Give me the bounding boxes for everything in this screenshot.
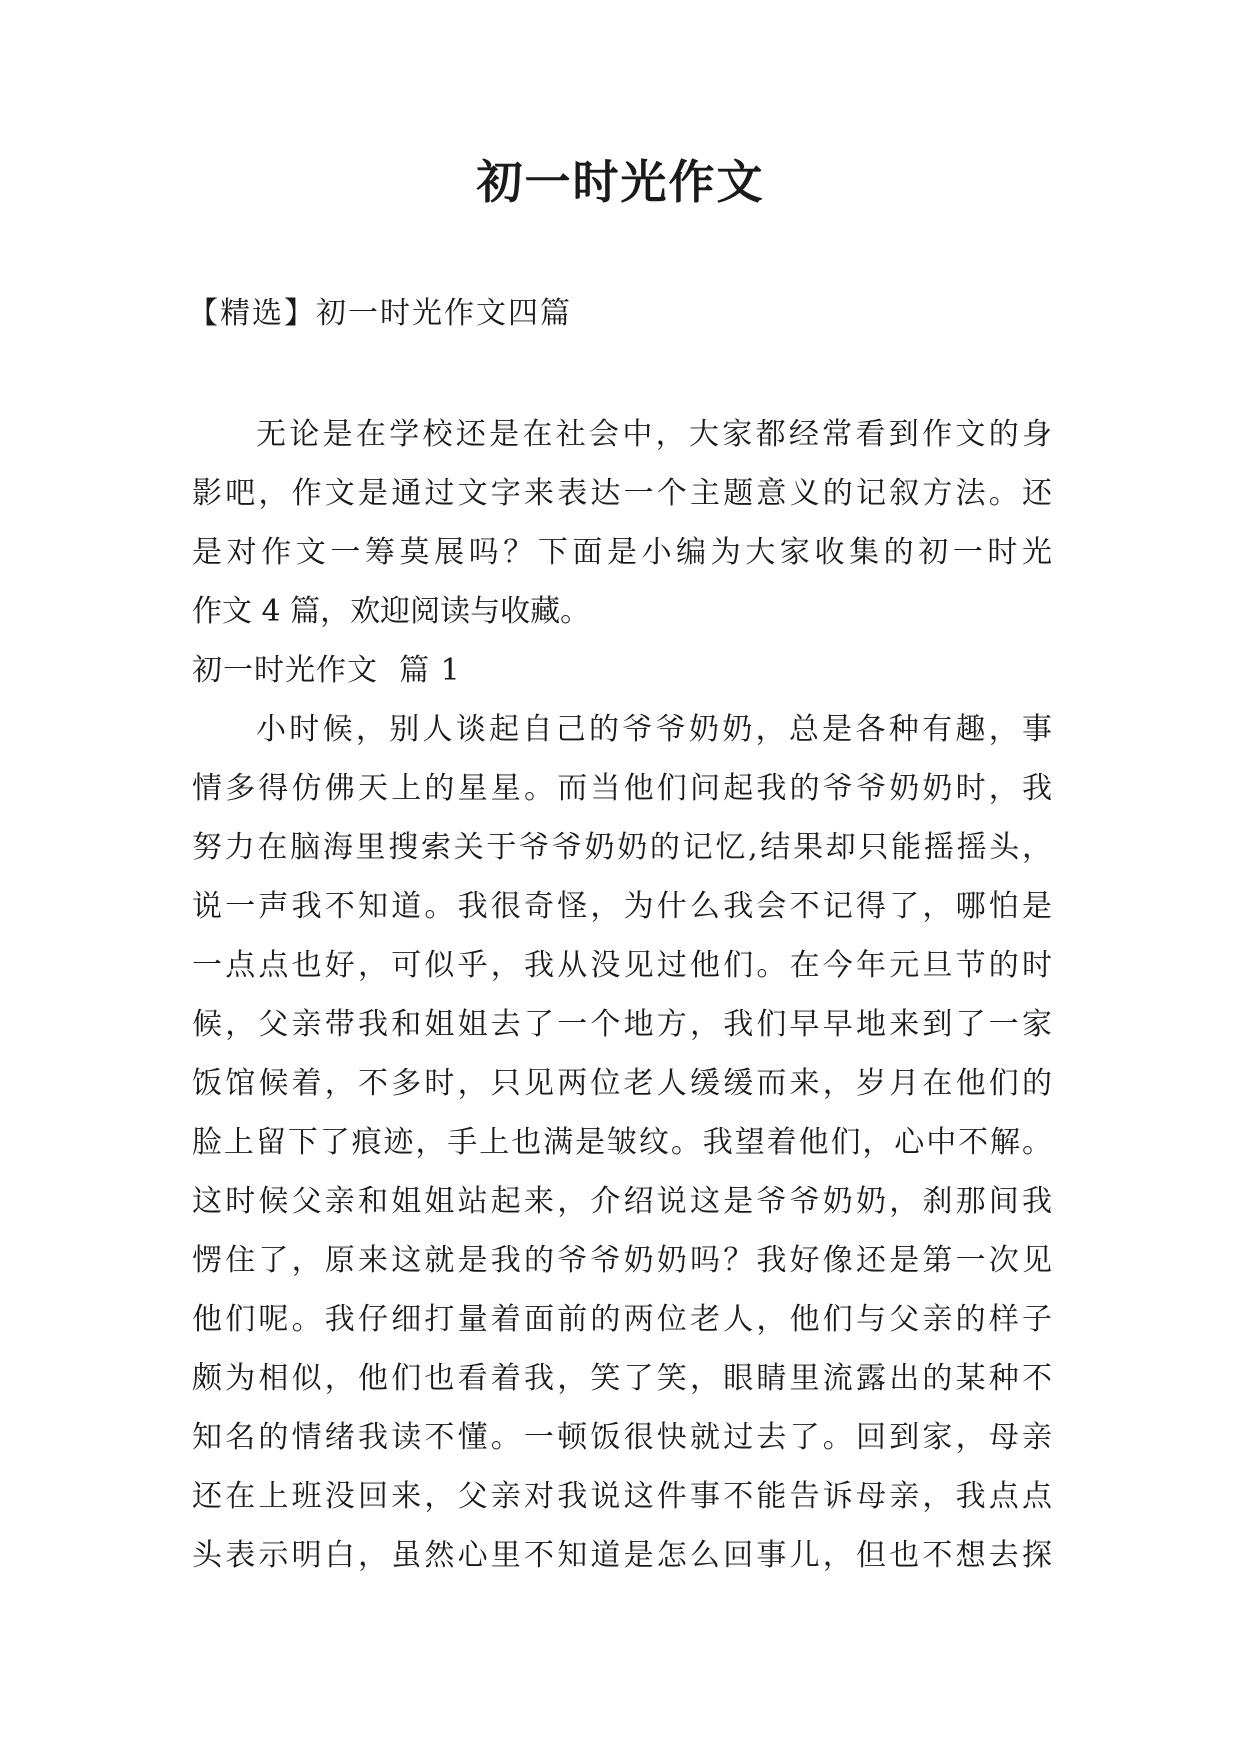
section-line: 说一声我不知道。我很奇怪，为什么我会不记得了，哪怕是	[192, 889, 1052, 924]
section-line: 他们呢。我仔细打量着面前的两位老人，他们与父亲的样子	[192, 1302, 1052, 1337]
section-line: 一点点也好，可似乎，我从没见过他们。在今年元旦节的时	[192, 948, 1052, 983]
section-line: 情多得仿佛天上的星星。而当他们问起我的爷爷奶奶时，我	[192, 771, 1052, 806]
section-line: 候，父亲带我和姐姐去了一个地方，我们早早地来到了一家	[192, 1007, 1052, 1042]
section-line: 头表示明白，虽然心里不知道是怎么回事儿，但也不想去探	[192, 1538, 1052, 1573]
section-line: 小时候，别人谈起自己的爷爷奶奶，总是各种有趣，事	[256, 712, 1052, 747]
section-line: 努力在脑海里搜索关于爷爷奶奶的记忆,结果却只能摇摇头，	[192, 830, 1052, 865]
section-line: 还在上班没回来，父亲对我说这件事不能告诉母亲，我点点	[192, 1479, 1052, 1514]
intro-line: 影吧，作文是通过文字来表达一个主题意义的记叙方法。还	[192, 476, 1052, 511]
section-line: 饭馆候着，不多时，只见两位老人缓缓而来，岁月在他们的	[192, 1066, 1052, 1101]
document-subtitle: 【精选】初一时光作文四篇	[188, 296, 572, 331]
section-heading: 初一时光作文 篇 1	[192, 653, 461, 688]
document-title: 初一时光作文	[476, 155, 765, 209]
document-body	[192, 405, 1052, 1585]
section-line: 愣住了，原来这就是我的爷爷奶奶吗？我好像还是第一次见	[192, 1243, 1052, 1278]
section-line: 颇为相似，他们也看着我，笑了笑，眼睛里流露出的某种不	[192, 1361, 1052, 1396]
section-line: 知名的情绪我读不懂。一顿饭很快就过去了。回到家，母亲	[192, 1420, 1052, 1455]
intro-line: 作文 4 篇，欢迎阅读与收藏。	[192, 594, 591, 629]
section-line: 这时候父亲和姐姐站起来，介绍说这是爷爷奶奶，刹那间我	[192, 1184, 1052, 1219]
section-line: 脸上留下了痕迹，手上也满是皱纹。我望着他们，心中不解。	[192, 1125, 1052, 1160]
intro-line: 无论是在学校还是在社会中，大家都经常看到作文的身	[256, 417, 1052, 452]
intro-line: 是对作文一筹莫展吗？下面是小编为大家收集的初一时光	[192, 535, 1052, 570]
